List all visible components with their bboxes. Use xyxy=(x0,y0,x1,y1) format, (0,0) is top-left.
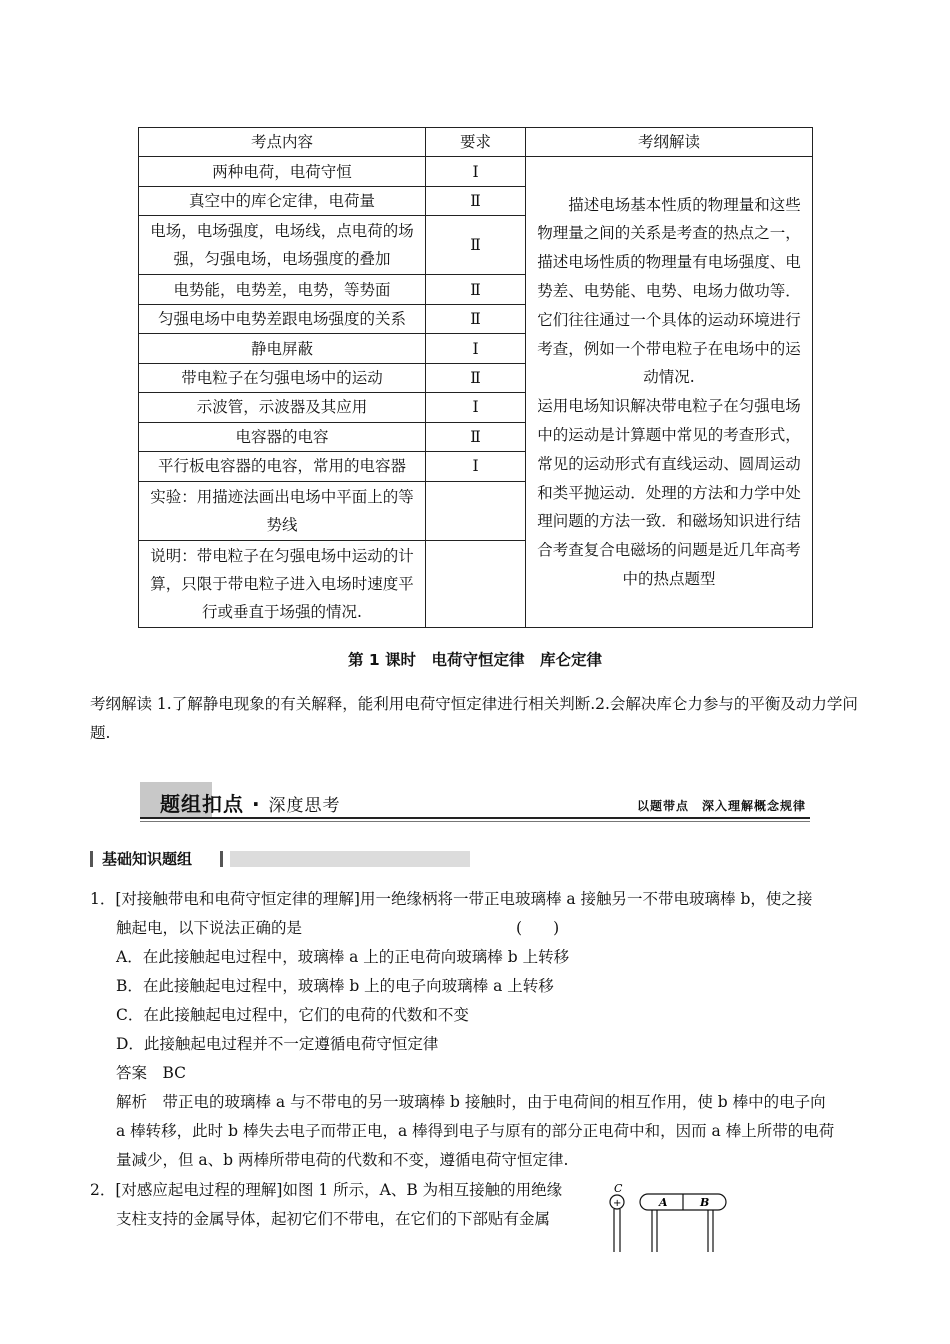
row-requirement xyxy=(426,481,526,540)
row-content: 电容器的电容 xyxy=(139,422,426,451)
option-d: D．此接触起电过程并不一定遵循电荷守恒定律 xyxy=(116,1035,439,1053)
option-a: A．在此接触起电过程中，玻璃棒 a 上的正电荷向玻璃棒 b 上转移 xyxy=(116,948,570,966)
syllabus-reading xyxy=(526,157,813,628)
section-header xyxy=(90,849,475,869)
plus-sign: + xyxy=(613,1198,622,1209)
analysis-line: 解析 带正电的玻璃棒 a 与不带电的另一玻璃棒 b 接触时，由于电荷间的相互作用，使 b 棒中的电子向 xyxy=(116,1093,826,1111)
answer-paren: ( ) xyxy=(516,919,560,937)
question-stem-line: 2．[对感应起电过程的理解]如图 1 所示，A、B 为相互接触的用绝缘 xyxy=(90,1181,563,1199)
row-content: 说明：带电粒子在匀强电场中运动的计算，只限于带电粒子进入电场时速度平行或垂直于场强的情况. xyxy=(139,540,426,627)
question-stem-line xyxy=(90,914,870,943)
banner-dot: · xyxy=(244,792,269,816)
banner-title xyxy=(160,788,341,817)
header-reading: 考纲解读 xyxy=(526,128,813,157)
question-2 xyxy=(90,1176,590,1234)
row-requirement: Ⅰ xyxy=(426,157,526,186)
section-fill xyxy=(230,851,470,867)
row-content: 实验：用描迹法画出电场中平面上的等势线 xyxy=(139,481,426,540)
row-content: 带电粒子在匀强电场中的运动 xyxy=(139,363,426,392)
row-requirement: Ⅱ xyxy=(426,304,526,333)
row-content: 匀强电场中电势差跟电场强度的关系 xyxy=(139,304,426,333)
analysis-line: 量减少，但 a、b 两棒所带电荷的代数和不变，遵循电荷守恒定律. xyxy=(116,1151,569,1169)
row-requirement: Ⅱ xyxy=(426,422,526,451)
row-requirement xyxy=(426,540,526,627)
label-a: A xyxy=(659,1196,668,1209)
row-requirement: Ⅱ xyxy=(426,275,526,304)
row-requirement: Ⅰ xyxy=(426,452,526,481)
syllabus-table xyxy=(138,127,813,628)
lesson-title: 第 1 课时 电荷守恒定律 库仑定律 xyxy=(347,651,603,669)
question-stem-text: 触起电，以下说法正确的是 xyxy=(116,919,303,937)
outline-text: 考纲解读 1.了解静电现象的有关解释，能利用电荷守恒定律进行相关判断.2.会解决库仑力参与的平衡及动力学问题. xyxy=(90,695,858,742)
banner-rule xyxy=(140,817,810,819)
banner-slogan: 以题带点 深入理解概念规律 xyxy=(636,799,806,813)
row-content: 静电屏蔽 xyxy=(139,334,426,363)
option-b: B．在此接触起电过程中，玻璃棒 b 上的电子向玻璃棒 a 上转移 xyxy=(116,977,554,995)
section-bar-left xyxy=(90,851,93,867)
banner-sub-text: 深度思考 xyxy=(268,796,341,816)
question-stem-line: 支柱支持的金属导体，起初它们不带电，在它们的下部贴有金属 xyxy=(116,1210,551,1228)
banner-rule-thin xyxy=(140,821,810,822)
question-1 xyxy=(90,885,870,1175)
row-requirement: Ⅱ xyxy=(426,186,526,215)
row-content: 平行板电容器的电容，常用的电容器 xyxy=(139,452,426,481)
analysis-line: a 棒转移，此时 b 棒失去电子而带正电，a 棒得到电子与原有的部分正电荷中和，因而 a 棒上所带的电荷 xyxy=(116,1122,835,1140)
header-content: 考点内容 xyxy=(139,128,426,157)
row-content: 电场，电场强度，电场线，点电荷的场强，匀强电场，电场强度的叠加 xyxy=(139,216,426,275)
row-requirement: Ⅰ xyxy=(426,334,526,363)
reading-paragraph-1: 描述电场基本性质的物理量和这些物理量之间的关系是考查的热点之一，描述电场性质的物理量有电场强度、电势差、电势能、电势、电场力做功等．它们往往通过一个具体的运动环境进行考查，例如一个带电粒子在电场中的运动情况. xyxy=(537,195,801,387)
option-c: C．在此接触起电过程中，它们的电荷的代数和不变 xyxy=(116,1006,469,1024)
row-content: 真空中的库仑定律，电荷量 xyxy=(139,186,426,215)
section-bar-right xyxy=(220,851,223,867)
row-content: 两种电荷，电荷守恒 xyxy=(139,157,426,186)
header-requirement: 要求 xyxy=(426,128,526,157)
answer: 答案 BC xyxy=(116,1064,187,1082)
row-requirement: Ⅰ xyxy=(426,393,526,422)
section-label: 基础知识题组 xyxy=(102,850,193,868)
row-content: 电势能，电势差，电势，等势面 xyxy=(139,275,426,304)
banner-main-text: 题组扣点 xyxy=(160,792,244,816)
reading-paragraph-2: 运用电场知识解决带电粒子在匀强电场中的运动是计算题中常见的考查形式，常见的运动形式有直线运动、圆周运动和类平抛运动．处理的方法和力学中处理问题的方法一致．和磁场知识进行结合考查复合电磁场的问题是近几年高考中的热点题型 xyxy=(537,397,801,589)
row-content: 示波管，示波器及其应用 xyxy=(139,393,426,422)
figure-1-conductors xyxy=(604,1180,734,1260)
label-c: C xyxy=(614,1182,623,1195)
row-requirement: Ⅱ xyxy=(426,216,526,275)
label-b: B xyxy=(700,1196,710,1209)
row-requirement: Ⅱ xyxy=(426,363,526,392)
question-stem-line: 1．[对接触带电和电荷守恒定律的理解]用一绝缘柄将一带正电玻璃棒 a 接触另一不带电玻璃棒 b，使之接 xyxy=(90,890,813,908)
section-banner xyxy=(140,782,810,822)
